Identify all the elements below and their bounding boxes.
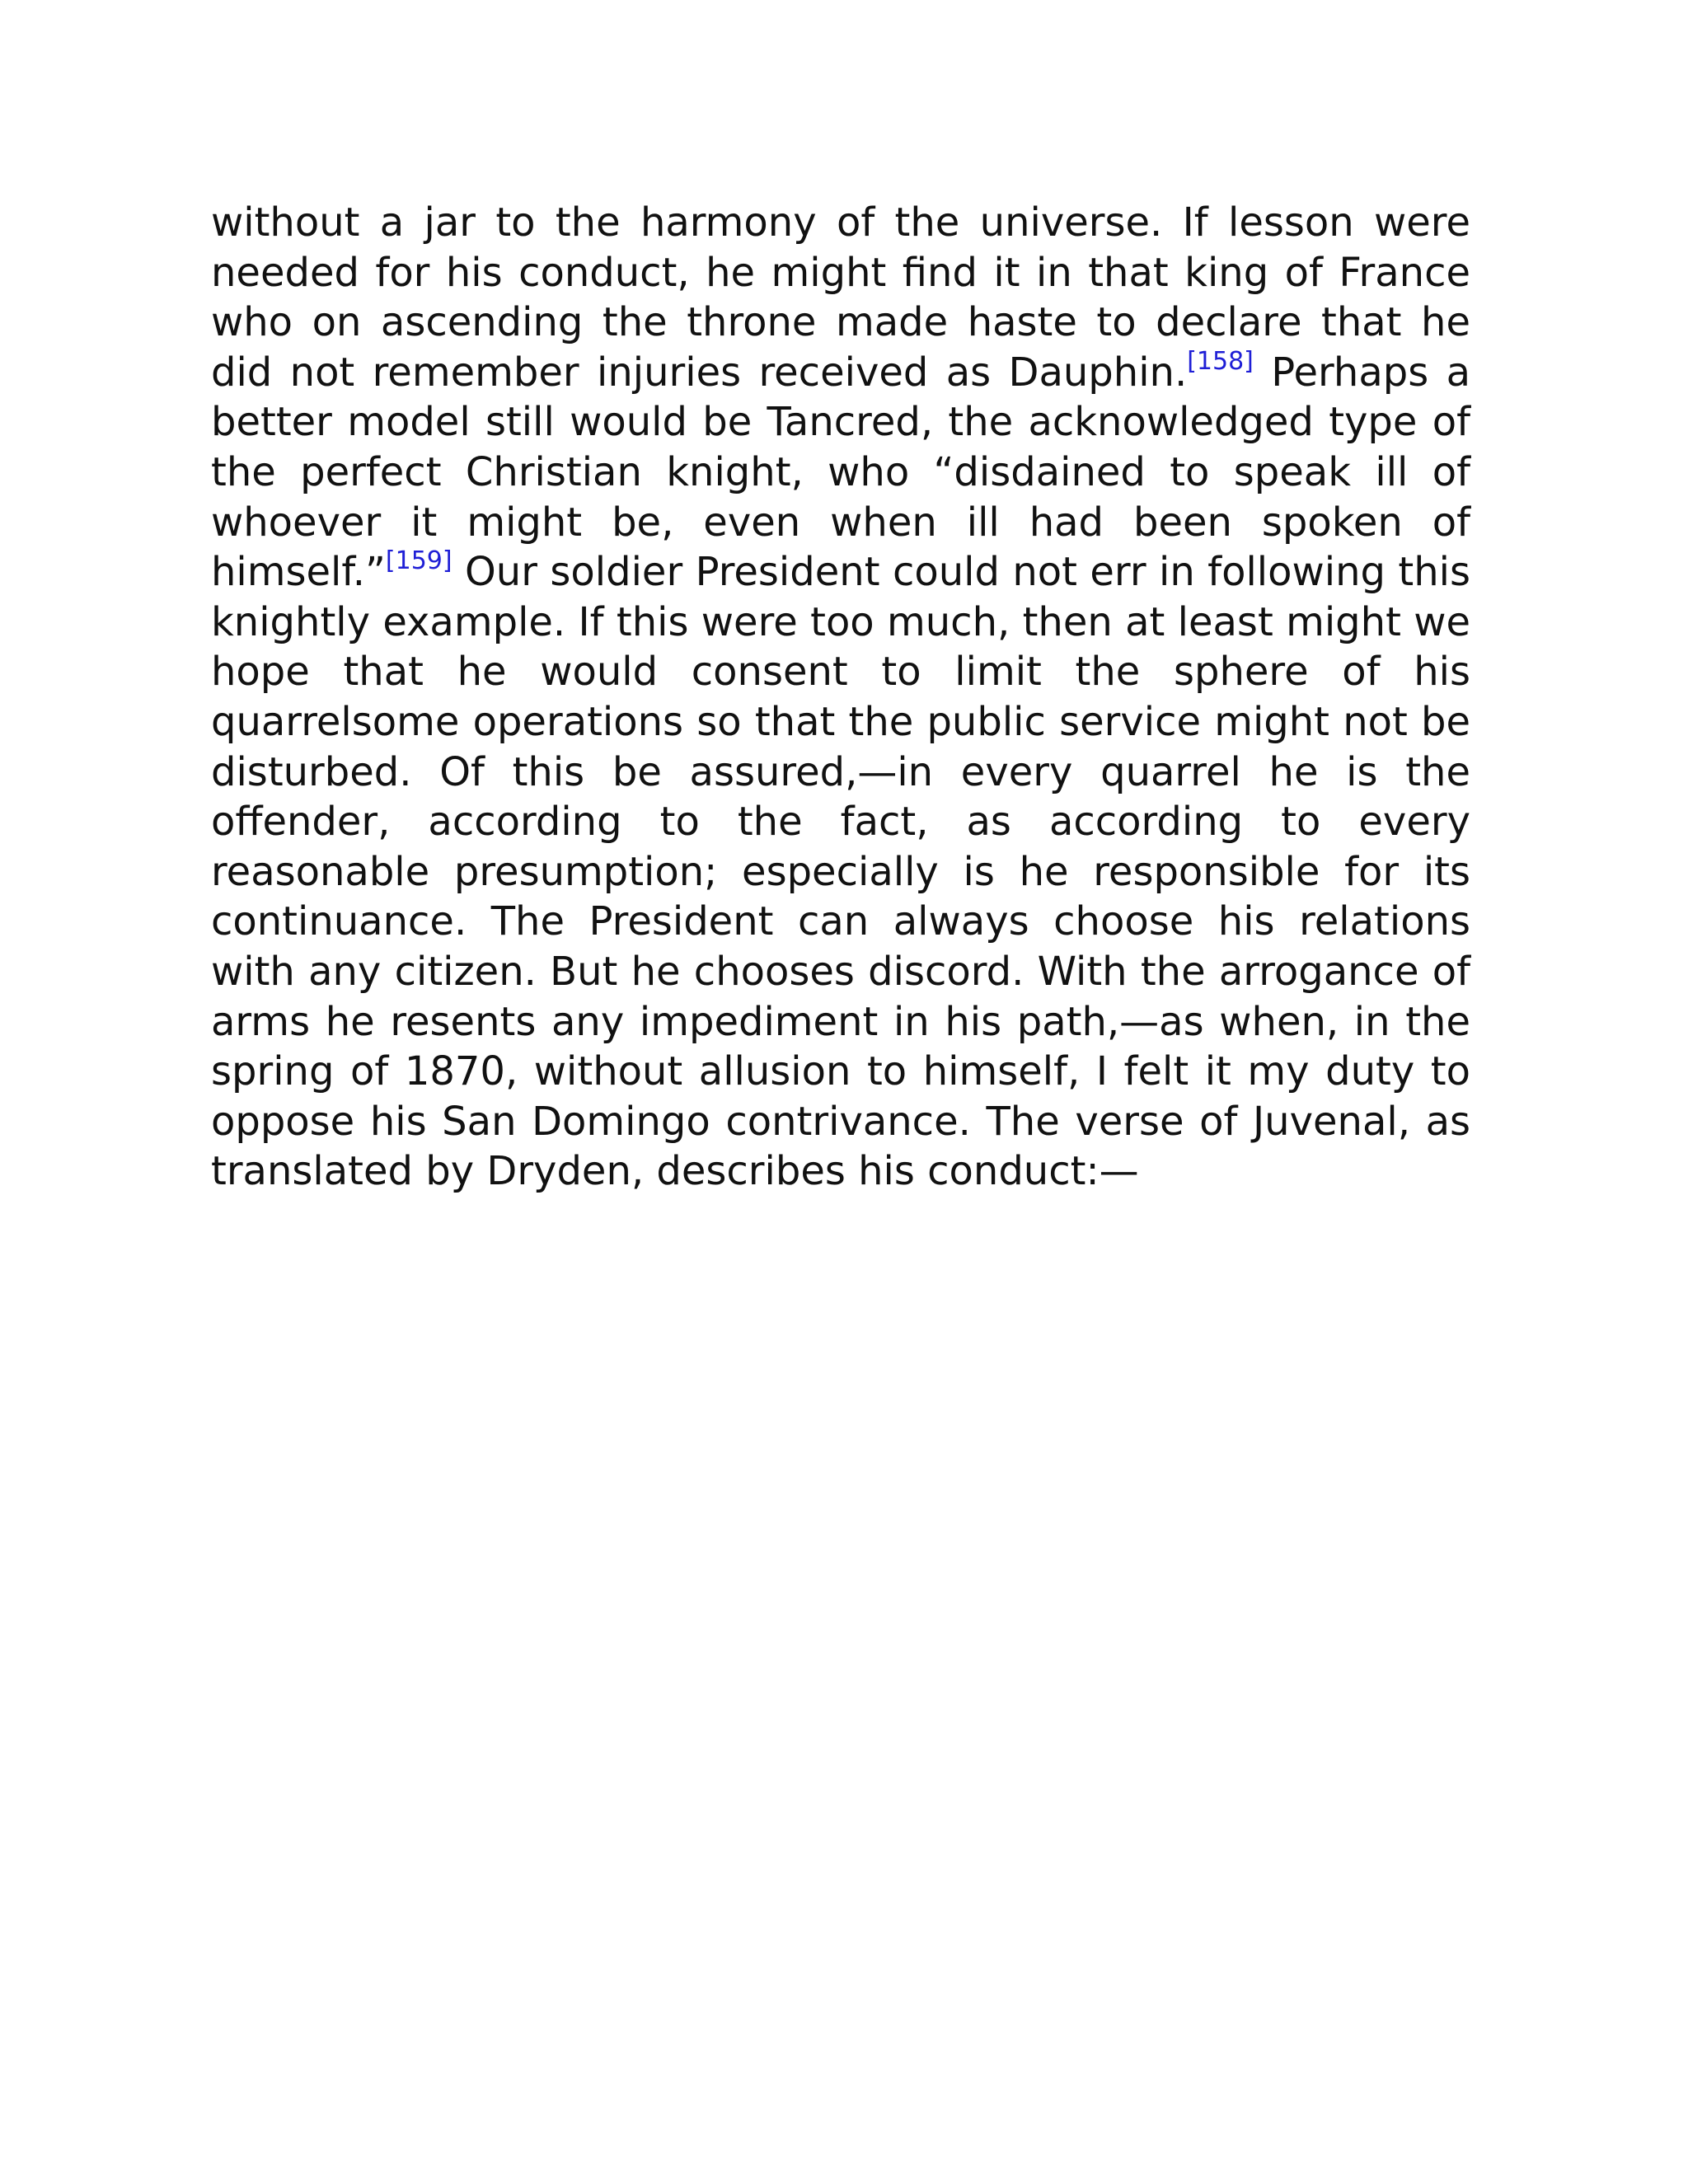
- body-paragraph: [211, 198, 1470, 1197]
- paragraph-text-part-2: Perhaps a better model still would be Tancred, the acknowledged type of the perfect Christian knight, who “disdained to speak ill of whoever it might be, even when ill had been spoken of himself.”: [211, 349, 1470, 596]
- paragraph-text-part-3: Our soldier President could not err in following this knightly example. If this were too much, then at least might we hope that he would consent to limit the sphere of his quarrelsome operations so that the public service might not be disturbed. Of this be assured,—in every quarrel he is the offender, according to the fact, as according to every reasonable presumption; especially is he responsible for its continuance. The President can always choose his relations with any citizen. But he chooses discord. With the arrogance of arms he resents any impediment in his path,—as when, in the spring of 1870, without allusion to himself, I felt it my duty to oppose his San Domingo contrivance. The verse of Juvenal, as translated by Dryden, describes his conduct:—: [211, 549, 1470, 1195]
- footnote-link-159[interactable]: [159]: [385, 546, 452, 576]
- footnote-link-158[interactable]: [158]: [1187, 346, 1254, 376]
- paragraph-text-part-1: without a jar to the harmony of the universe. If lesson were needed for his conduct, he might find it in that king of France who on ascending the throne made haste to declare that he did not remember injuries received as Dauphin.: [211, 199, 1470, 396]
